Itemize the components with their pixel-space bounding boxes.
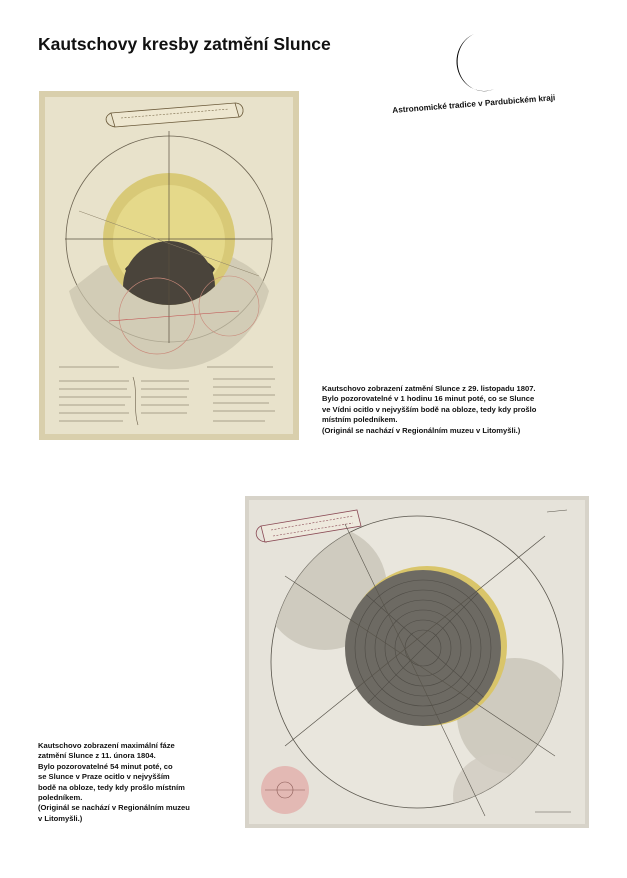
caption-line: místním poledníkem.: [322, 415, 398, 425]
caption-line: (Originál se nachází v Regionálním muzeu: [38, 803, 190, 813]
caption-line: zatmění Slunce z 11. února 1804.: [38, 751, 156, 761]
caption-line: ve Vídni ocitlo v nejvyšším bodě na obloze, tedy kdy prošlo: [322, 404, 537, 414]
caption-line: bodě na obloze, tedy kdy prošlo místním: [38, 782, 185, 792]
caption-line: Kautschovo zobrazení maximální fáze: [38, 741, 175, 750]
caption-line: v Litomyšli.): [38, 813, 83, 823]
eclipse-drawing-1807: [39, 91, 299, 440]
logo-tagline: Astronomické tradice v Pardubickém kraji: [392, 93, 556, 115]
caption-line: Bylo pozorovatelné v 1 hodinu 16 minut poté, co se Slunce: [322, 394, 535, 404]
caption-line: se Slunce v Praze ocitlo v nejvyšším: [38, 772, 170, 782]
eclipse-drawing-1804: [245, 496, 589, 828]
caption-line: (Originál se nachází v Regionálním muzeu v Litomyšli.): [322, 425, 521, 435]
caption-1807: [322, 384, 602, 436]
caption-line: Kautschovo zobrazení zatmění Slunce z 29. listopadu 1807.: [322, 384, 536, 393]
caption-1804: [38, 741, 238, 824]
crescent-circle-logo: [444, 30, 504, 102]
caption-line: Bylo pozorovatelné 54 minut poté, co: [38, 761, 173, 771]
page-title: Kautschovy kresby zatmění Slunce: [38, 34, 331, 54]
caption-line: poledníkem.: [38, 793, 83, 803]
